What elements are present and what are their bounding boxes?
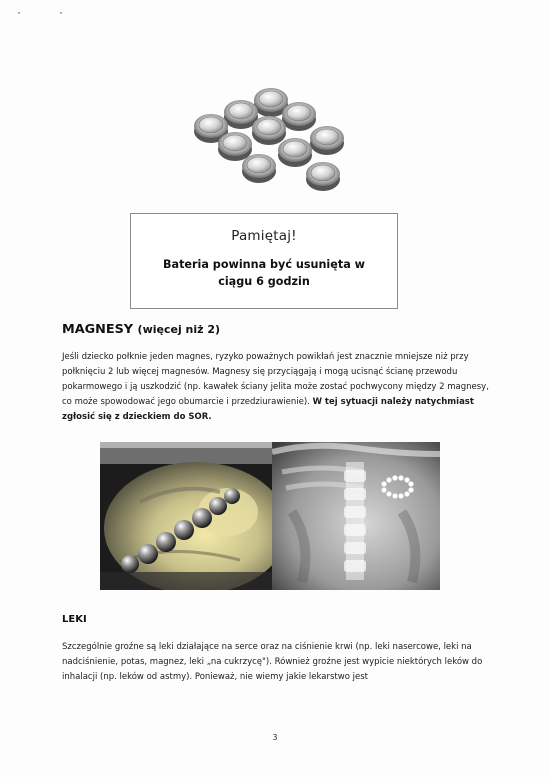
reminder-callout (130, 213, 398, 309)
leki-paragraph: Szczególnie groźne są leki działające na serce oraz na ciśnienie krwi (np. leki nasercowe, leki na nadciśnienie, potas, magnez, leki „na cukrzycę"). Również groźne jest wypicie niektórych leków do inhalacji (np. leków od astmy). Ponieważ, nie wiemy jakie lekarstwo jest (62, 642, 483, 682)
section-heading-magnesy (62, 322, 220, 337)
section-heading-note: (więcej niż 2) (137, 323, 221, 336)
callout-body: Bateria powinna być usunięta w ciągu 6 godzin (163, 258, 365, 288)
callout-title: Pamiętaj! (231, 228, 297, 244)
page-number: 3 (272, 733, 278, 742)
magnesy-paragraph-text: Jeśli dziecko połknie jeden magnes, ryzyko poważnych powikłań jest znacznie mniejsze niż przy połknięciu 2 lub więcej magnesów. Magnesy się przyciągają i mogą ucisnąć ścianę przewodu pokarmowego i ją uszkodzić (np. kawałek ściany jelita może zostać pochwycony między 2 magnesy, co może spowodować jego obumarcie i przedziurawienie). (62, 352, 489, 407)
button-cell-batteries-photo (183, 82, 355, 200)
scan-speck (18, 12, 20, 14)
section-heading-text: MAGNESY (62, 322, 134, 337)
section-heading-leki: LEKI (62, 614, 87, 625)
scan-speck (60, 12, 62, 14)
magnesy-paragraph-warning: W tej sytuacji należy natychmiast zgłosić się z dzieckiem do SOR. (62, 396, 474, 422)
abdominal-xray-photo (272, 442, 440, 590)
magnesy-paragraph (62, 350, 492, 425)
endoscopy-magnets-photo (100, 442, 272, 590)
